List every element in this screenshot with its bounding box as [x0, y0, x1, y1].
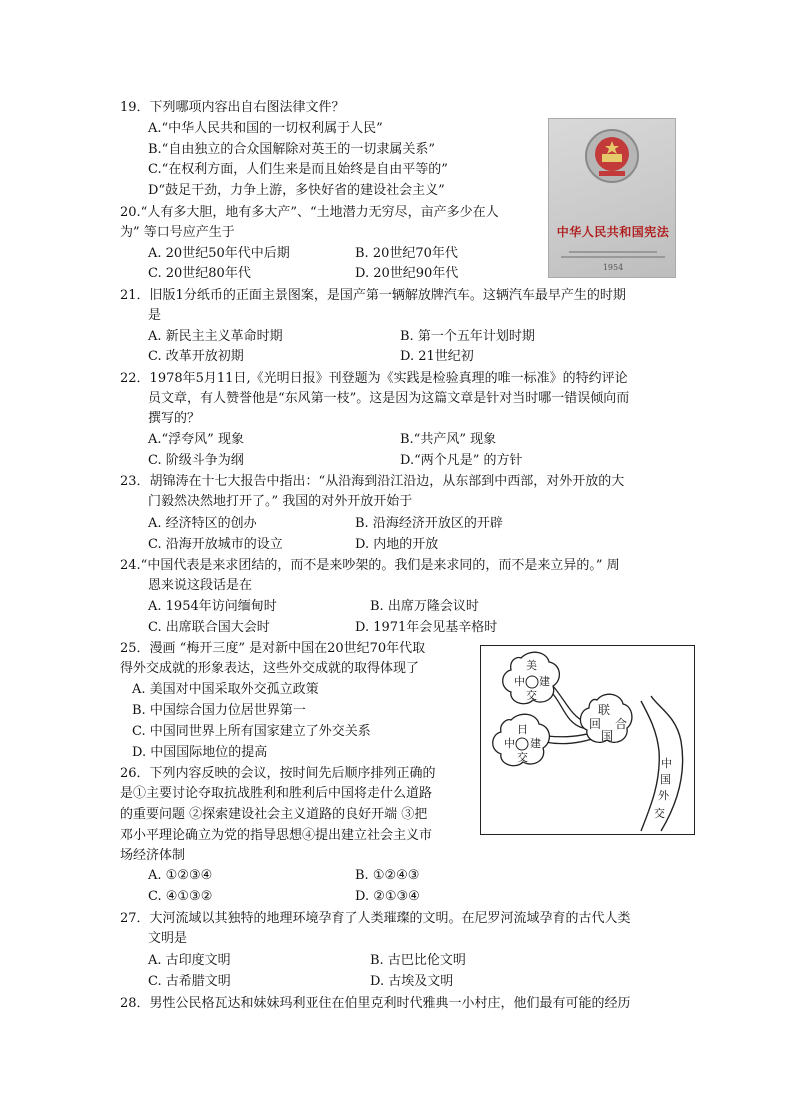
trunk-char-zhong: 中: [661, 757, 672, 770]
question-25-option-b: B. 中国综合国力位居世界第一: [132, 703, 306, 718]
trunk-char-guo: 国: [660, 773, 671, 786]
question-26-stem-line3: 的重要问题 ②探索建设社会主义道路的良好开端 ③把: [120, 807, 428, 822]
trunk-char-jiao: 交: [654, 807, 665, 820]
question-25-stem-line1: 25．漫画 “梅开三度” 是对新中国在20世纪70年代取: [120, 641, 426, 656]
flower3-char-zhong: 中: [504, 737, 515, 750]
question-23-option-b: B. 沿海经济开放区的开辟: [355, 516, 503, 531]
question-21-option-d: D. 21世纪初: [400, 349, 474, 364]
question-24-option-a: A. 1954年访问缅甸时: [148, 599, 277, 614]
question-23-stem-line1: 23．胡锦涛在十七大报告中指出：“从沿海到沿江沿边，从东部到中西部，对外开放的大: [120, 474, 625, 489]
national-emblem-icon: [583, 127, 641, 185]
question-22-option-b: B.“共产风” 现象: [400, 432, 497, 447]
question-22-stem-line1: 22．1978年5月11日,《光明日报》刊登题为《实践是检验真理的唯一标准》的特约评论: [120, 371, 628, 386]
flower3-char-jiao: 交: [517, 751, 528, 764]
question-21-option-c: C. 改革开放初期: [148, 349, 244, 364]
flower1-char-mei: 美: [526, 659, 537, 672]
question-26-option-a: A. ①②③④: [148, 868, 213, 883]
question-20-stem-line2: 为” 等口号应产生于: [120, 225, 235, 240]
flower1-char-jian: 建: [539, 675, 550, 688]
question-19-option-b: B.“自由独立的合众国解除对英王的一切隶属关系”: [148, 142, 435, 157]
question-21-stem-line2: 是: [148, 308, 162, 323]
question-26-option-c: C. ④①③②: [148, 889, 213, 904]
question-26-option-d: D. ②①③④: [355, 889, 420, 904]
flower1-char-jiao: 交: [526, 689, 537, 702]
flower2-char-guo: 国: [601, 729, 614, 743]
flower1-char-zhong: 中: [514, 675, 525, 688]
question-19-stem: 19．下列哪项内容出自右图法律文件？: [120, 100, 345, 115]
question-27-option-a: A. 古印度文明: [148, 953, 231, 968]
question-26-option-b: B. ①②④③: [355, 868, 420, 883]
question-27-option-d: D. 古埃及文明: [370, 974, 454, 989]
question-21-stem-line1: 21．旧版1分纸币的正面主景图案，是国产第一辆解放牌汽车。这辆汽车最早产生的时期: [120, 288, 626, 303]
question-26-stem-line2: 是①主要讨论夺取抗战胜利和胜利后中国将走什么道路: [120, 786, 433, 801]
question-20-stem-line1: 20.“人有多大胆，地有多大产”、“土地潜力无穷尽，亩产多少在人: [120, 205, 499, 220]
publisher-fine-print: [555, 249, 671, 263]
question-25-option-a: A. 美国对中国采取外交孤立政策: [132, 682, 319, 697]
question-24-option-d: D. 1971年会见基辛格时: [355, 620, 498, 635]
constitution-book-image: [548, 118, 676, 278]
question-19-option-c: C.“在权利方面，人们生来是而且始终是自由平等的”: [148, 162, 448, 177]
question-22-option-a: A.“浮夸风” 现象: [148, 432, 244, 447]
question-22-option-d: D.“两个凡是” 的方针: [400, 453, 523, 468]
question-24-option-b: B. 出席万隆会议时: [370, 599, 479, 614]
question-23-option-d: D. 内地的开放: [355, 537, 439, 552]
constitution-year: 1954: [602, 263, 624, 272]
question-28-stem-line1: 28．男性公民格瓦达和妹妹玛利亚住在伯里克利时代雅典一小村庄，他们最有可能的经历: [120, 996, 631, 1011]
question-27-stem-line1: 27．大河流域以其独特的地理环境孕育了人类璀璨的文明。在尼罗河流域孕育的古代人类: [120, 911, 631, 926]
question-24-option-c: C. 出席联合国大会时: [148, 620, 270, 635]
question-21-option-a: A. 新民主主义革命时期: [148, 329, 283, 344]
question-21-option-b: B. 第一个五年计划时期: [400, 329, 535, 344]
question-25-option-c: C. 中国同世界上所有国家建立了外交关系: [132, 724, 371, 739]
question-22-stem-line3: 撰写的？: [148, 411, 201, 426]
question-24-stem-line2: 恩来说这段话是在: [148, 578, 253, 593]
question-20-option-b: B. 20世纪70年代: [355, 246, 458, 261]
question-26-stem-line5: 场经济体制: [120, 848, 186, 863]
question-22-option-c: C. 阶级斗争为纲: [148, 453, 244, 468]
flower3-char-jian: 建: [530, 737, 541, 750]
question-23-stem-line2: 门毅然决然地打开了。” 我国的对外开放开始于: [148, 494, 413, 509]
question-20-option-c: C. 20世纪80年代: [148, 266, 251, 281]
question-27-option-b: B. 古巴比伦文明: [370, 953, 466, 968]
question-23-option-c: C. 沿海开放城市的设立: [148, 537, 283, 552]
question-26-stem-line4: 邓小平理论确立为党的指导思想④提出建立社会主义市: [120, 828, 433, 843]
flower2-char-hui: 回: [589, 717, 602, 731]
flower2-char-lian: 联: [598, 703, 611, 717]
plum-blossom-cartoon: [480, 645, 695, 835]
question-26-stem-line1: 26．下列内容反映的会议，按时间先后顺序排列正确的: [120, 766, 436, 781]
constitution-title: 中华人民共和国宪法: [556, 225, 670, 239]
question-25-option-d: D. 中国国际地位的提高: [132, 745, 268, 760]
flower2-char-he: 合: [615, 717, 628, 731]
question-22-stem-line2: 员文章，有人赞誉他是“东风第一枝”。这是因为这篇文章是针对当时哪一错误倾向而: [148, 391, 630, 406]
question-25-stem-line2: 得外交成就的形象表达，这些外交成就的取得体现了: [120, 661, 420, 676]
question-23-option-a: A. 经济特区的创办: [148, 516, 257, 531]
question-19-option-d: D“鼓足干劲，力争上游，多快好省的建设社会主义”: [148, 183, 445, 198]
question-24-stem-line1: 24.“中国代表是来求团结的，而不是来吵架的。我们是来求同的，而不是来立异的。” 周: [120, 558, 620, 573]
question-20-option-d: D. 20世纪90年代: [355, 266, 459, 281]
flower3-char-ri: 日: [517, 723, 528, 736]
question-27-stem-line2: 文明是: [148, 931, 188, 946]
trunk-char-wai: 外: [658, 789, 669, 802]
question-19-option-a: A.“中华人民共和国的一切权利属于人民”: [148, 121, 383, 136]
question-20-option-a: A. 20世纪50年代中后期: [148, 246, 290, 261]
question-27-option-c: C. 古希腊文明: [148, 974, 231, 989]
